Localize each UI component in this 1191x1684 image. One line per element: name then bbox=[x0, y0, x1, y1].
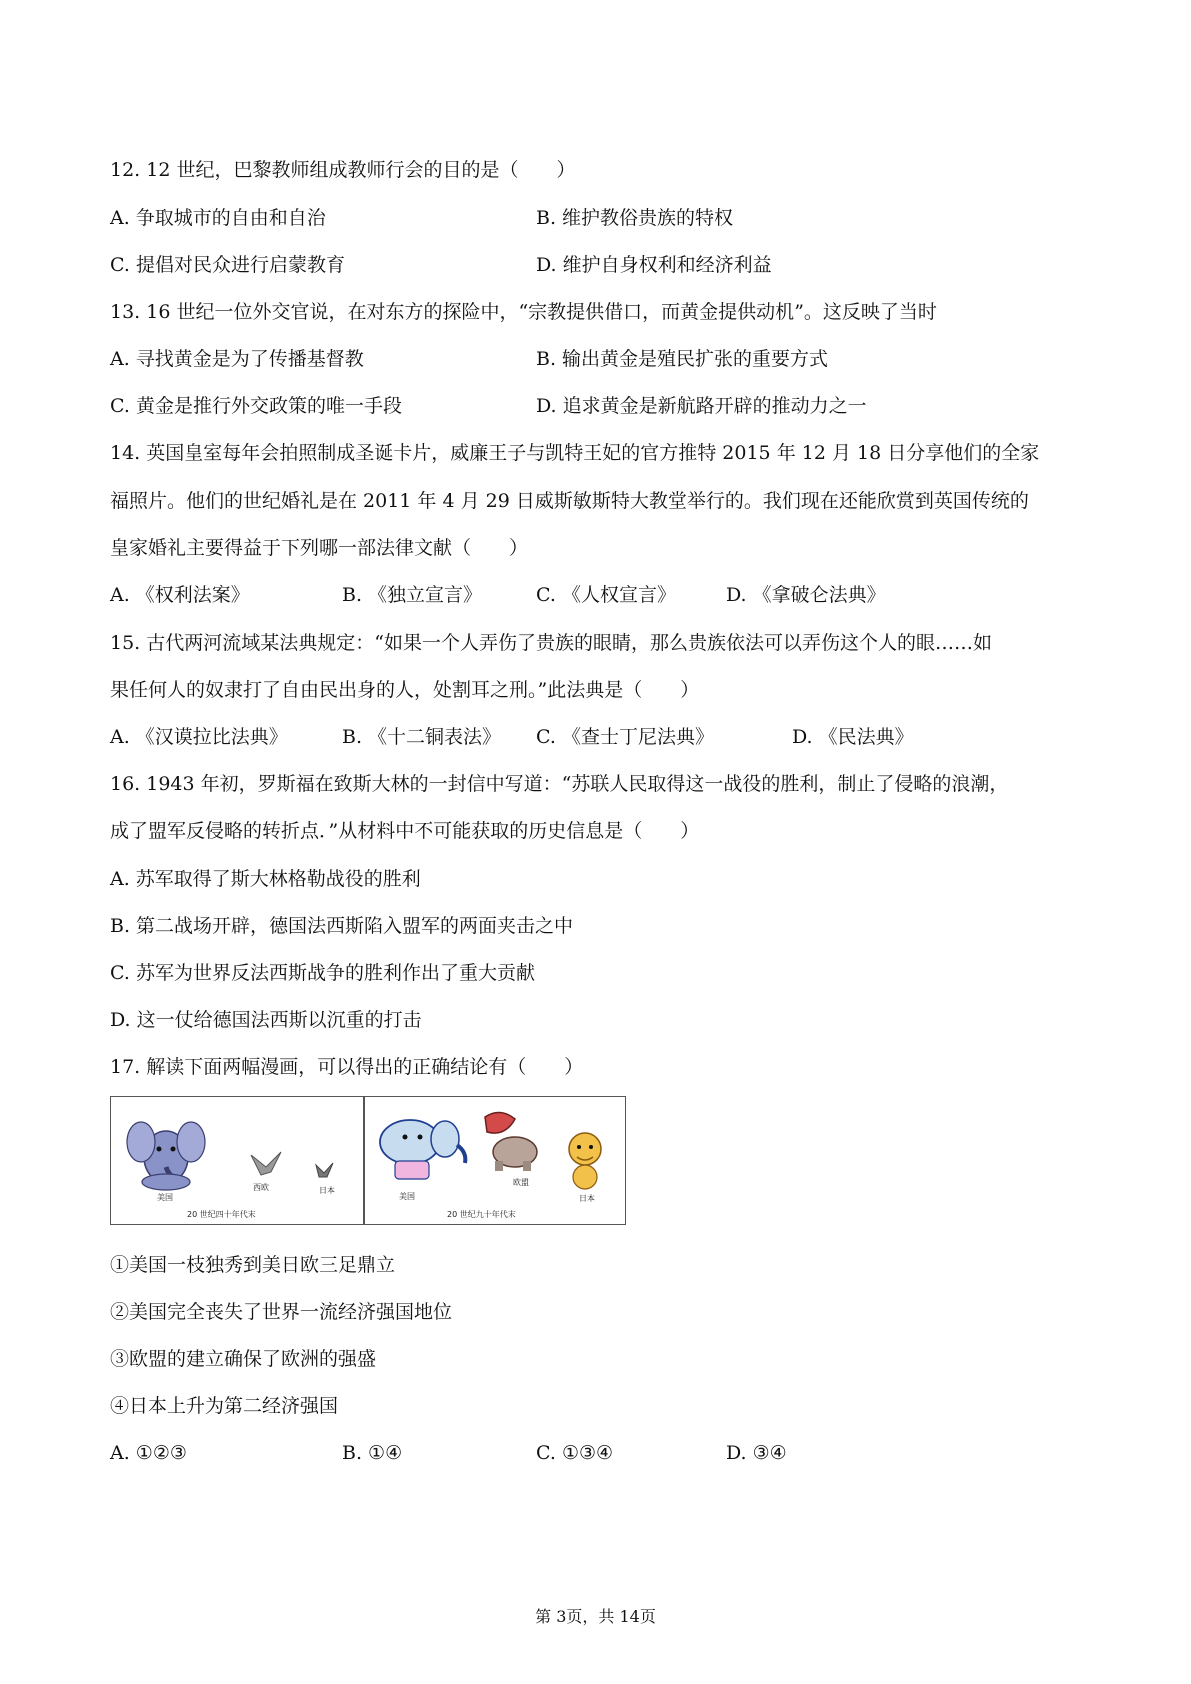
q13-option-d: D. 追求黄金是新航路开辟的推动力之一 bbox=[536, 395, 867, 417]
q17-option-d: D. ③④ bbox=[726, 1442, 787, 1464]
label-west-europe: 西欧 bbox=[253, 1183, 269, 1192]
question-13-stem: 13. 16 世纪一位外交官说，在对东方的探险中，“宗教提供借口，而黄金提供动机”。这反映了当时 bbox=[110, 301, 937, 323]
q14-option-c: C. 《人权宣言》 bbox=[536, 584, 676, 606]
caption-1990s: 20 世纪九十年代末 bbox=[447, 1210, 516, 1219]
label-usa: 美国 bbox=[157, 1193, 173, 1202]
question-16-stem-1: 16. 1943 年初，罗斯福在致斯大林的一封信中写道：“苏联人民取得这一战役的胜利，制止了侵略的浪潮， bbox=[110, 773, 1009, 795]
q16-option-c: C. 苏军为世界反法西斯战争的胜利作出了重大贡献 bbox=[110, 962, 535, 984]
caption-1940s: 20 世纪四十年代末 bbox=[187, 1210, 256, 1219]
q17-statement-3: ③欧盟的建立确保了欧洲的强盛 bbox=[110, 1348, 377, 1370]
q14-option-d: D. 《拿破仑法典》 bbox=[726, 584, 886, 606]
label-japan-1990s: 日本 bbox=[579, 1194, 595, 1203]
q16-option-a: A. 苏军取得了斯大林格勒战役的胜利 bbox=[110, 868, 421, 890]
small-bird-icon bbox=[316, 1163, 333, 1177]
q16-option-b: B. 第二战场开辟，德国法西斯陷入盟军的两面夹击之中 bbox=[110, 915, 574, 937]
label-eu: 欧盟 bbox=[513, 1178, 529, 1187]
q14-option-a: A. 《权利法案》 bbox=[110, 584, 250, 606]
question-14-stem-1: 14. 英国皇室每年会拍照制成圣诞卡片，威廉王子与凯特王妃的官方推特 2015 年 12 月 18 日分享他们的全家 bbox=[110, 442, 1040, 464]
q15-option-d: D. 《民法典》 bbox=[792, 726, 914, 748]
question-12-stem: 12. 12 世纪，巴黎教师组成教师行会的目的是（ ） bbox=[110, 159, 576, 181]
bird-icon bbox=[251, 1152, 281, 1175]
q14-option-b: B. 《独立宣言》 bbox=[342, 584, 483, 606]
question-16-stem-2: 成了盟军反侵略的转折点．”从材料中不可能获取的历史信息是（ ） bbox=[110, 820, 700, 842]
q13-option-a: A. 寻找黄金是为了传播基督教 bbox=[110, 348, 364, 370]
q12-option-b: B. 维护教俗贵族的特权 bbox=[536, 207, 734, 229]
q17-statement-2: ②美国完全丧失了世界一流经济强国地位 bbox=[110, 1301, 453, 1323]
question-17-stem: 17. 解读下面两幅漫画，可以得出的正确结论有（ ） bbox=[110, 1056, 584, 1078]
q17-option-c: C. ①③④ bbox=[536, 1442, 614, 1464]
tiger-icon bbox=[569, 1133, 601, 1189]
page-footer: 第 3页，共 14页 bbox=[535, 1607, 656, 1626]
q13-option-b: B. 输出黄金是殖民扩张的重要方式 bbox=[536, 348, 829, 370]
label-usa-1990s: 美国 bbox=[399, 1192, 415, 1201]
q17-statement-1: ①美国一枝独秀到美日欧三足鼎立 bbox=[110, 1254, 396, 1276]
q15-option-b: B. 《十二铜表法》 bbox=[342, 726, 502, 748]
q16-option-d: D. 这一仗给德国法西斯以沉重的打击 bbox=[110, 1009, 422, 1031]
question-15-stem-1: 15. 古代两河流域某法典规定：“如果一个人弄伤了贵族的眼睛，那么贵族依法可以弄伤这个人的眼……如 bbox=[110, 632, 992, 654]
hippo-icon bbox=[485, 1112, 537, 1171]
q17-option-a: A. ①②③ bbox=[110, 1442, 187, 1464]
q15-option-a: A. 《汉谟拉比法典》 bbox=[110, 726, 288, 748]
question-14-stem-2: 福照片。他们的世纪婚礼是在 2011 年 4 月 29 日威斯敏斯特大教堂举行的。我们现在还能欣赏到英国传统的 bbox=[110, 490, 1029, 512]
cartoon-1940s-drawing bbox=[111, 1097, 363, 1224]
q17-statement-4: ④日本上升为第二经济强国 bbox=[110, 1395, 339, 1417]
cartoon-panel-1940s bbox=[110, 1096, 364, 1225]
cartoon-1990s-drawing bbox=[365, 1097, 625, 1224]
q12-option-c: C. 提倡对民众进行启蒙教育 bbox=[110, 254, 345, 276]
small-elephant-icon bbox=[380, 1120, 465, 1179]
elephant-icon bbox=[127, 1122, 205, 1190]
label-japan: 日本 bbox=[319, 1186, 335, 1195]
economic-cartoon-figure bbox=[110, 1096, 626, 1225]
q12-option-d: D. 维护自身权利和经济利益 bbox=[536, 254, 772, 276]
q13-option-c: C. 黄金是推行外交政策的唯一手段 bbox=[110, 395, 402, 417]
cartoon-panel-1990s bbox=[364, 1096, 626, 1225]
q15-option-c: C. 《查士丁尼法典》 bbox=[536, 726, 714, 748]
question-14-stem-3: 皇家婚礼主要得益于下列哪一部法律文献（ ） bbox=[110, 537, 529, 559]
q17-option-b: B. ①④ bbox=[342, 1442, 403, 1464]
question-15-stem-2: 果任何人的奴隶打了自由民出身的人，处割耳之刑。”此法典是（ ） bbox=[110, 679, 700, 701]
q12-option-a: A. 争取城市的自由和自治 bbox=[110, 207, 326, 229]
